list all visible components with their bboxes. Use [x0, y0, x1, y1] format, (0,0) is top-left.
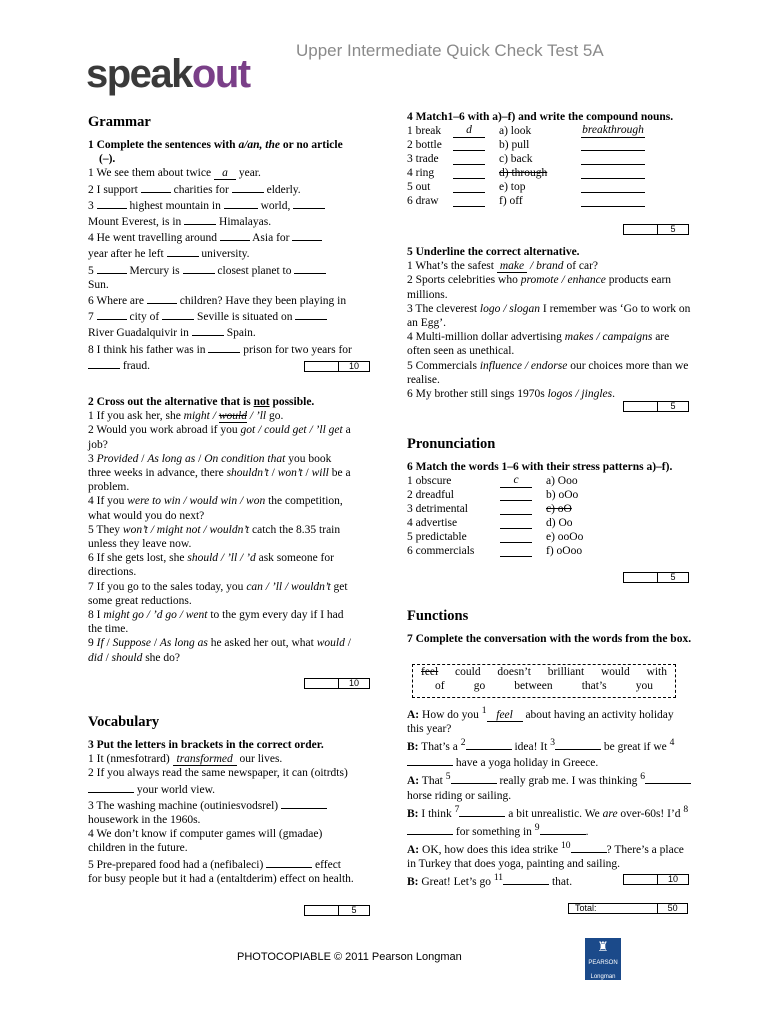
q5-score-box: 5: [623, 401, 689, 412]
answer-blank[interactable]: [453, 139, 485, 151]
compound-blank[interactable]: [581, 167, 645, 179]
answer-blank[interactable]: [266, 856, 312, 868]
answer-blank[interactable]: a: [214, 167, 236, 180]
stress-pattern: f) oOoo: [546, 545, 583, 558]
q4-match-table: [407, 124, 689, 208]
q5-line-4: 4 Multi-million dollar advertising makes / campaigns are often seen as unethical.: [407, 331, 670, 358]
option: b) pull: [499, 139, 530, 152]
box-word: doesn’t: [497, 666, 532, 678]
q1-line-6: 6 Where are children? Have they been playing in: [88, 292, 352, 308]
answer-blank[interactable]: [292, 229, 322, 241]
match-row: [407, 138, 689, 152]
match-row: [407, 516, 692, 530]
pearson-icon: ♜: [597, 939, 609, 954]
stress-pattern: d) Oo: [546, 517, 573, 530]
dialogue-line-2: B: That’s a $^2$ idea! It $^3$ be great if we $^4$ have a yoga holiday in Greece.: [407, 737, 675, 770]
answer-blank[interactable]: [97, 197, 127, 209]
answer-blank[interactable]: [88, 357, 120, 369]
word-box-row-1: [413, 665, 675, 679]
match-row: [407, 124, 689, 138]
stem-word: 3 detrimental: [407, 503, 468, 516]
compound-blank[interactable]: [581, 181, 645, 193]
stem-word: 6 commercials: [407, 545, 475, 558]
answer-blank[interactable]: [453, 195, 485, 207]
q1-line-3: 3 highest mountain in world, Mount Everest, is in Himalayas.: [88, 197, 352, 229]
match-row: [407, 474, 692, 488]
stem-word: 6 draw: [407, 195, 439, 208]
answer-blank[interactable]: [147, 292, 177, 304]
q6-score-box: 5: [623, 572, 689, 583]
answer-blank[interactable]: [97, 308, 127, 320]
answer-blank[interactable]: [540, 823, 586, 835]
functions-heading: Functions: [407, 608, 469, 624]
q7-score-box: 10: [623, 874, 689, 885]
match-row: [407, 530, 692, 544]
compound-blank[interactable]: [581, 153, 645, 165]
answer-blank[interactable]: [500, 503, 532, 515]
answer-blank[interactable]: [184, 213, 216, 225]
answer-blank[interactable]: [208, 341, 240, 353]
match-row: [407, 194, 689, 208]
box-word: go: [473, 680, 486, 692]
q5-instruction: 5 Underline the correct alternative.: [407, 246, 580, 258]
compound-blank[interactable]: [581, 195, 645, 207]
answer-blank[interactable]: [500, 517, 532, 529]
q1-instruction: 1 Complete the sentences with a/an, the or no article (–).: [88, 139, 343, 166]
answer-blank[interactable]: d: [453, 124, 485, 138]
speakout-logo: speakout: [86, 52, 250, 96]
answer-blank[interactable]: [407, 823, 453, 835]
pronunciation-block: [407, 434, 692, 558]
answer-blank[interactable]: [294, 262, 326, 274]
stem-word: 2 bottle: [407, 139, 442, 152]
answer-blank[interactable]: c: [500, 474, 532, 488]
q2-score-box: 10: [304, 678, 370, 689]
box-word: of: [435, 680, 445, 692]
answer-blank[interactable]: [500, 545, 532, 557]
answer-blank[interactable]: [293, 197, 325, 209]
answer-blank[interactable]: [451, 772, 497, 784]
grammar-heading: Grammar: [88, 114, 151, 130]
match-row: [407, 166, 689, 180]
stem-word: 1 obscure: [407, 475, 452, 488]
answer-blank[interactable]: [295, 308, 327, 320]
q1-line-2: 2 I support charities for elderly.: [88, 181, 352, 197]
q5-block: [407, 245, 692, 401]
answer-blank[interactable]: [183, 262, 215, 274]
q7-instruction: 7 Complete the conversation with the words from the box.: [407, 633, 692, 645]
q1-line-8: 8 I think his father was in prison for two years for fraud.: [88, 341, 352, 373]
answer-blank[interactable]: [167, 245, 199, 257]
match-row: [407, 544, 692, 558]
answer-blank[interactable]: [88, 781, 134, 793]
stem-word: 1 break: [407, 125, 442, 138]
answer-blank[interactable]: [500, 489, 532, 501]
stress-pattern: c) oO: [546, 503, 572, 516]
answer-blank[interactable]: [459, 805, 505, 817]
answer-blank[interactable]: [224, 197, 258, 209]
answer-blank[interactable]: [453, 153, 485, 165]
answer-blank[interactable]: [162, 308, 194, 320]
dialogue-line-6: B: Great! Let’s go $^{11}$ that.: [407, 872, 573, 888]
answer-blank[interactable]: [500, 531, 532, 543]
q1-line-5: 5 Mercury is closest planet to Sun.: [88, 262, 352, 292]
q1-line-4: 4 He went travelling around Asia for year after he left university.: [88, 229, 352, 261]
box-word: with: [646, 666, 667, 678]
functions-block: [407, 606, 692, 646]
q2-line-9: 9 If / Suppose / As long as he asked her out, what would / did / should she do?: [88, 637, 351, 664]
answer-blank[interactable]: [407, 754, 453, 766]
compound-blank[interactable]: [581, 139, 645, 151]
word-box: [412, 664, 676, 698]
q6-instruction: 6 Match the words 1–6 with their stress patterns a)–f).: [407, 461, 673, 473]
q4-instruction: 4 Match1–6 with a)–f) and write the compound nouns.: [407, 111, 674, 123]
q2-line-6: 6 If she gets lost, she should / ’ll / ’d ask someone for directions.: [88, 552, 334, 579]
answer-blank[interactable]: [645, 772, 691, 784]
match-row: [407, 488, 692, 502]
q3-score-box: 5: [304, 905, 370, 916]
answer-blank[interactable]: [453, 167, 485, 179]
match-row: [407, 502, 692, 516]
q1-line-7: 7 city of Seville is situated on River Guadalquivir in Spain.: [88, 308, 352, 340]
q2-line-3: 3 Provided / As long as / On condition that you book three weeks in advance, there shouldn’t / won’t / will be a problem.: [88, 452, 351, 494]
q2-block: [88, 395, 356, 665]
q2-line-2: 2 Would you work abroad if you got / could get / ’ll get a job?: [88, 424, 351, 451]
word-box-row-2: [413, 679, 675, 693]
stem-word: 4 ring: [407, 167, 435, 180]
q3-line-4: 4 We don’t know if computer games will (gmadae) children in the future.: [88, 828, 323, 855]
dialogue-line-4: B: I think $^7$ a bit unrealistic. We are over-60s! I’d $^8$ for something in $^9$ .: [407, 803, 689, 838]
stem-word: 5 predictable: [407, 531, 467, 544]
answer-blank[interactable]: [97, 262, 127, 274]
stress-pattern: a) Ooo: [546, 475, 578, 488]
q1-score-box: 10: [304, 361, 370, 372]
pronunciation-heading: Pronunciation: [407, 436, 496, 452]
q5-line-2: 2 Sports celebrities who promote / enhance products earn millions.: [407, 274, 672, 301]
q3-instruction: 3 Put the letters in brackets in the correct order.: [88, 739, 324, 751]
stem-word: 2 dreadful: [407, 489, 454, 502]
total-score-box: Total: 50: [568, 903, 688, 914]
q3-line-1: 1 It (nmesfotrard) transformed our lives.: [88, 753, 283, 766]
box-word: feel: [421, 666, 439, 678]
answer-blank[interactable]: [232, 181, 264, 193]
answer-blank[interactable]: [466, 738, 512, 750]
compound-blank[interactable]: breakthrough: [582, 124, 644, 137]
q6-match-table: [407, 474, 692, 558]
q2-line-8: 8 I might go / ’d go / went to the gym every day if I had the time.: [88, 609, 344, 636]
q3-line-2: 2 If you always read the same newspaper, it can (oitrdts) your world view.: [88, 767, 348, 796]
vocabulary-heading: Vocabulary: [88, 714, 160, 730]
option: f) off: [499, 195, 523, 208]
test-title: Upper Intermediate Quick Check Test 5A: [296, 41, 604, 60]
answer-blank[interactable]: [141, 181, 171, 193]
q1-line-1: 1 We see them about twice a year.: [88, 167, 261, 180]
left-column: [88, 110, 352, 373]
box-word: would: [601, 666, 630, 678]
q7-dialogue: [407, 704, 692, 889]
dialogue-line-3: A: That $^5$ really grab me. I was thinking $^6$ horse riding or sailing.: [407, 770, 692, 802]
option: d) through: [499, 167, 548, 180]
box-word: between: [514, 680, 553, 692]
match-row: [407, 180, 689, 194]
option: e) top: [499, 181, 526, 194]
q5-line-5: 5 Commercials influence / endorse our choices more than we realise.: [407, 359, 689, 386]
q4-score-box: 5: [623, 224, 689, 235]
answer-blank[interactable]: [192, 324, 224, 336]
q5-line-6: 6 My brother still sings 1970s logos / jingles.: [407, 388, 615, 401]
answer-blank[interactable]: [503, 873, 549, 885]
answer-blank[interactable]: [453, 181, 485, 193]
match-row: [407, 152, 689, 166]
answer-blank[interactable]: [220, 229, 250, 241]
box-word: brilliant: [547, 666, 585, 678]
dialogue-line-5: A: OK, how does this idea strike $^{10}$ ? There’s a place in Turkey that does yoga, painting and sailing.: [407, 839, 684, 870]
right-column: [407, 110, 689, 208]
box-word: could: [455, 666, 481, 678]
q2-instruction: 2 Cross out the alternative that is not possible.: [88, 396, 315, 408]
stem-word: 3 trade: [407, 153, 439, 166]
option: c) back: [499, 153, 533, 166]
q2-line-1: 1 If you ask her, she might / would / ’ll go.: [88, 410, 284, 423]
q2-line-5: 5 They won’t / might not / wouldn’t catch the 8.35 train unless they leave now.: [88, 523, 341, 551]
box-word: you: [635, 680, 653, 692]
answer-blank[interactable]: [281, 797, 327, 809]
stress-pattern: e) ooOo: [546, 531, 584, 544]
answer-blank[interactable]: [571, 841, 607, 853]
copyright-footer: PHOTOCOPIABLE © 2011 Pearson Longman: [237, 951, 462, 963]
option: a) look: [499, 125, 532, 138]
q3-line-5: 5 Pre-prepared food had a (nefibaleci) effect for busy people but it had a (entaltderim) effect on health.: [88, 856, 356, 886]
pearson-logo: ♜ PEARSON Longman: [585, 938, 621, 980]
q3-line-3: 3 The washing machine (outiniesvodsrel) housework in the 1960s.: [88, 797, 356, 827]
q2-line-7: 7 If you go to the sales today, you can / ’ll / wouldn’t get some great reductions.: [88, 580, 348, 607]
answer-blank[interactable]: feel: [487, 709, 523, 722]
stem-word: 5 out: [407, 181, 431, 194]
q5-line-1: 1 What’s the safest make / brand of car?: [407, 260, 599, 273]
vocabulary-block: [88, 712, 356, 886]
answer-blank[interactable]: transformed: [173, 753, 237, 766]
box-word: that’s: [581, 680, 607, 692]
answer-blank[interactable]: [555, 738, 601, 750]
stem-word: 4 advertise: [407, 517, 458, 530]
q2-line-4: 4 If you were to win / would win / won the competition, what would you do next?: [88, 495, 343, 522]
q5-line-3: 3 The cleverest logo / slogan I remember was ‘Go to work on an Egg’.: [407, 302, 691, 330]
stress-pattern: b) oOo: [546, 489, 579, 502]
dialogue-line-1: A: How do you $^1$ feel about having an activity holiday this year?: [407, 705, 674, 736]
